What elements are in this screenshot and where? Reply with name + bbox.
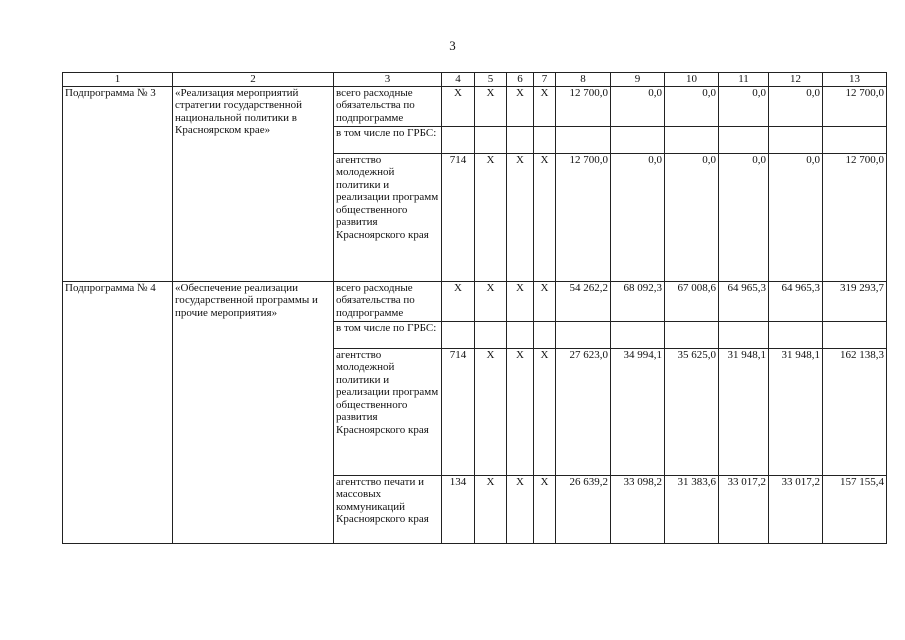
page-number: 3 [449,38,456,53]
amount-cell: 64 965,3 [719,281,769,321]
amount-cell: 33 017,2 [719,475,769,543]
column-header: 8 [556,73,611,87]
cell-x: X [475,348,507,475]
amount-cell: 157 155,4 [823,475,887,543]
amount-cell: 319 293,7 [823,281,887,321]
amount-cell: 0,0 [719,153,769,281]
cell-x: X [507,153,534,281]
column-header: 2 [173,73,334,87]
cell-x: X [534,281,556,321]
cell-x: X [534,153,556,281]
grbs-code: 134 [442,475,475,543]
budget-table [62,72,887,544]
cell-x: X [534,475,556,543]
column-header: 5 [475,73,507,87]
amount-cell: 0,0 [719,86,769,126]
cell-x: X [534,348,556,475]
cell-x: X [507,475,534,543]
grbs-code: X [442,86,475,126]
grbs-code: 714 [442,153,475,281]
amount-cell: 0,0 [611,86,665,126]
cell-x: X [534,86,556,126]
table-row [63,281,887,321]
column-header: 4 [442,73,475,87]
row-label: в том числе по ГРБС: [334,126,442,153]
subprogram-title: «Обеспечение реализации государственной программы и прочие мероприятия» [173,281,334,543]
cell-x: X [507,348,534,475]
column-header: 11 [719,73,769,87]
column-header: 1 [63,73,173,87]
row-label: агентство печати и массовых коммуникаций Красноярского края [334,475,442,543]
column-header: 10 [665,73,719,87]
amount-cell: 67 008,6 [665,281,719,321]
row-label: агентство молодежной политики и реализации программ общественного развития Красноярского края [334,348,442,475]
header-row [63,73,887,87]
amount-cell: 31 948,1 [769,348,823,475]
column-header: 6 [507,73,534,87]
amount-cell: 0,0 [611,153,665,281]
cell-x: X [507,86,534,126]
amount-cell: 0,0 [769,86,823,126]
row-label: всего расходные обязательства по подпрограмме [334,281,442,321]
amount-cell: 162 138,3 [823,348,887,475]
cell-x: X [475,86,507,126]
amount-cell: 0,0 [665,153,719,281]
cell-x: X [475,281,507,321]
amount-cell: 12 700,0 [556,153,611,281]
cell-x: X [475,153,507,281]
amount-cell: 12 700,0 [823,86,887,126]
amount-cell: 34 994,1 [611,348,665,475]
amount-cell: 68 092,3 [611,281,665,321]
subprogram-title: «Реализация мероприятий стратегии государственной национальной политики в Красноярском крае» [173,86,334,281]
cell-x: X [507,281,534,321]
subprogram-name: Подпрограмма № 3 [63,86,173,281]
subprogram-name: Подпрограмма № 4 [63,281,173,543]
amount-cell: 33 098,2 [611,475,665,543]
amount-cell: 64 965,3 [769,281,823,321]
column-header: 13 [823,73,887,87]
amount-cell: 12 700,0 [556,86,611,126]
table-row [63,86,887,126]
column-header: 12 [769,73,823,87]
amount-cell: 12 700,0 [823,153,887,281]
amount-cell: 33 017,2 [769,475,823,543]
row-label: в том числе по ГРБС: [334,321,442,348]
amount-cell: 54 262,2 [556,281,611,321]
amount-cell: 31 948,1 [719,348,769,475]
column-header: 9 [611,73,665,87]
amount-cell: 27 623,0 [556,348,611,475]
amount-cell: 0,0 [665,86,719,126]
column-header: 7 [534,73,556,87]
amount-cell: 0,0 [769,153,823,281]
row-label: всего расходные обязательства по подпрограмме [334,86,442,126]
grbs-code: X [442,281,475,321]
amount-cell: 26 639,2 [556,475,611,543]
amount-cell: 35 625,0 [665,348,719,475]
cell-x: X [475,475,507,543]
column-header: 3 [334,73,442,87]
grbs-code: 714 [442,348,475,475]
amount-cell: 31 383,6 [665,475,719,543]
row-label: агентство молодежной политики и реализации программ общественного развития Красноярского края [334,153,442,281]
